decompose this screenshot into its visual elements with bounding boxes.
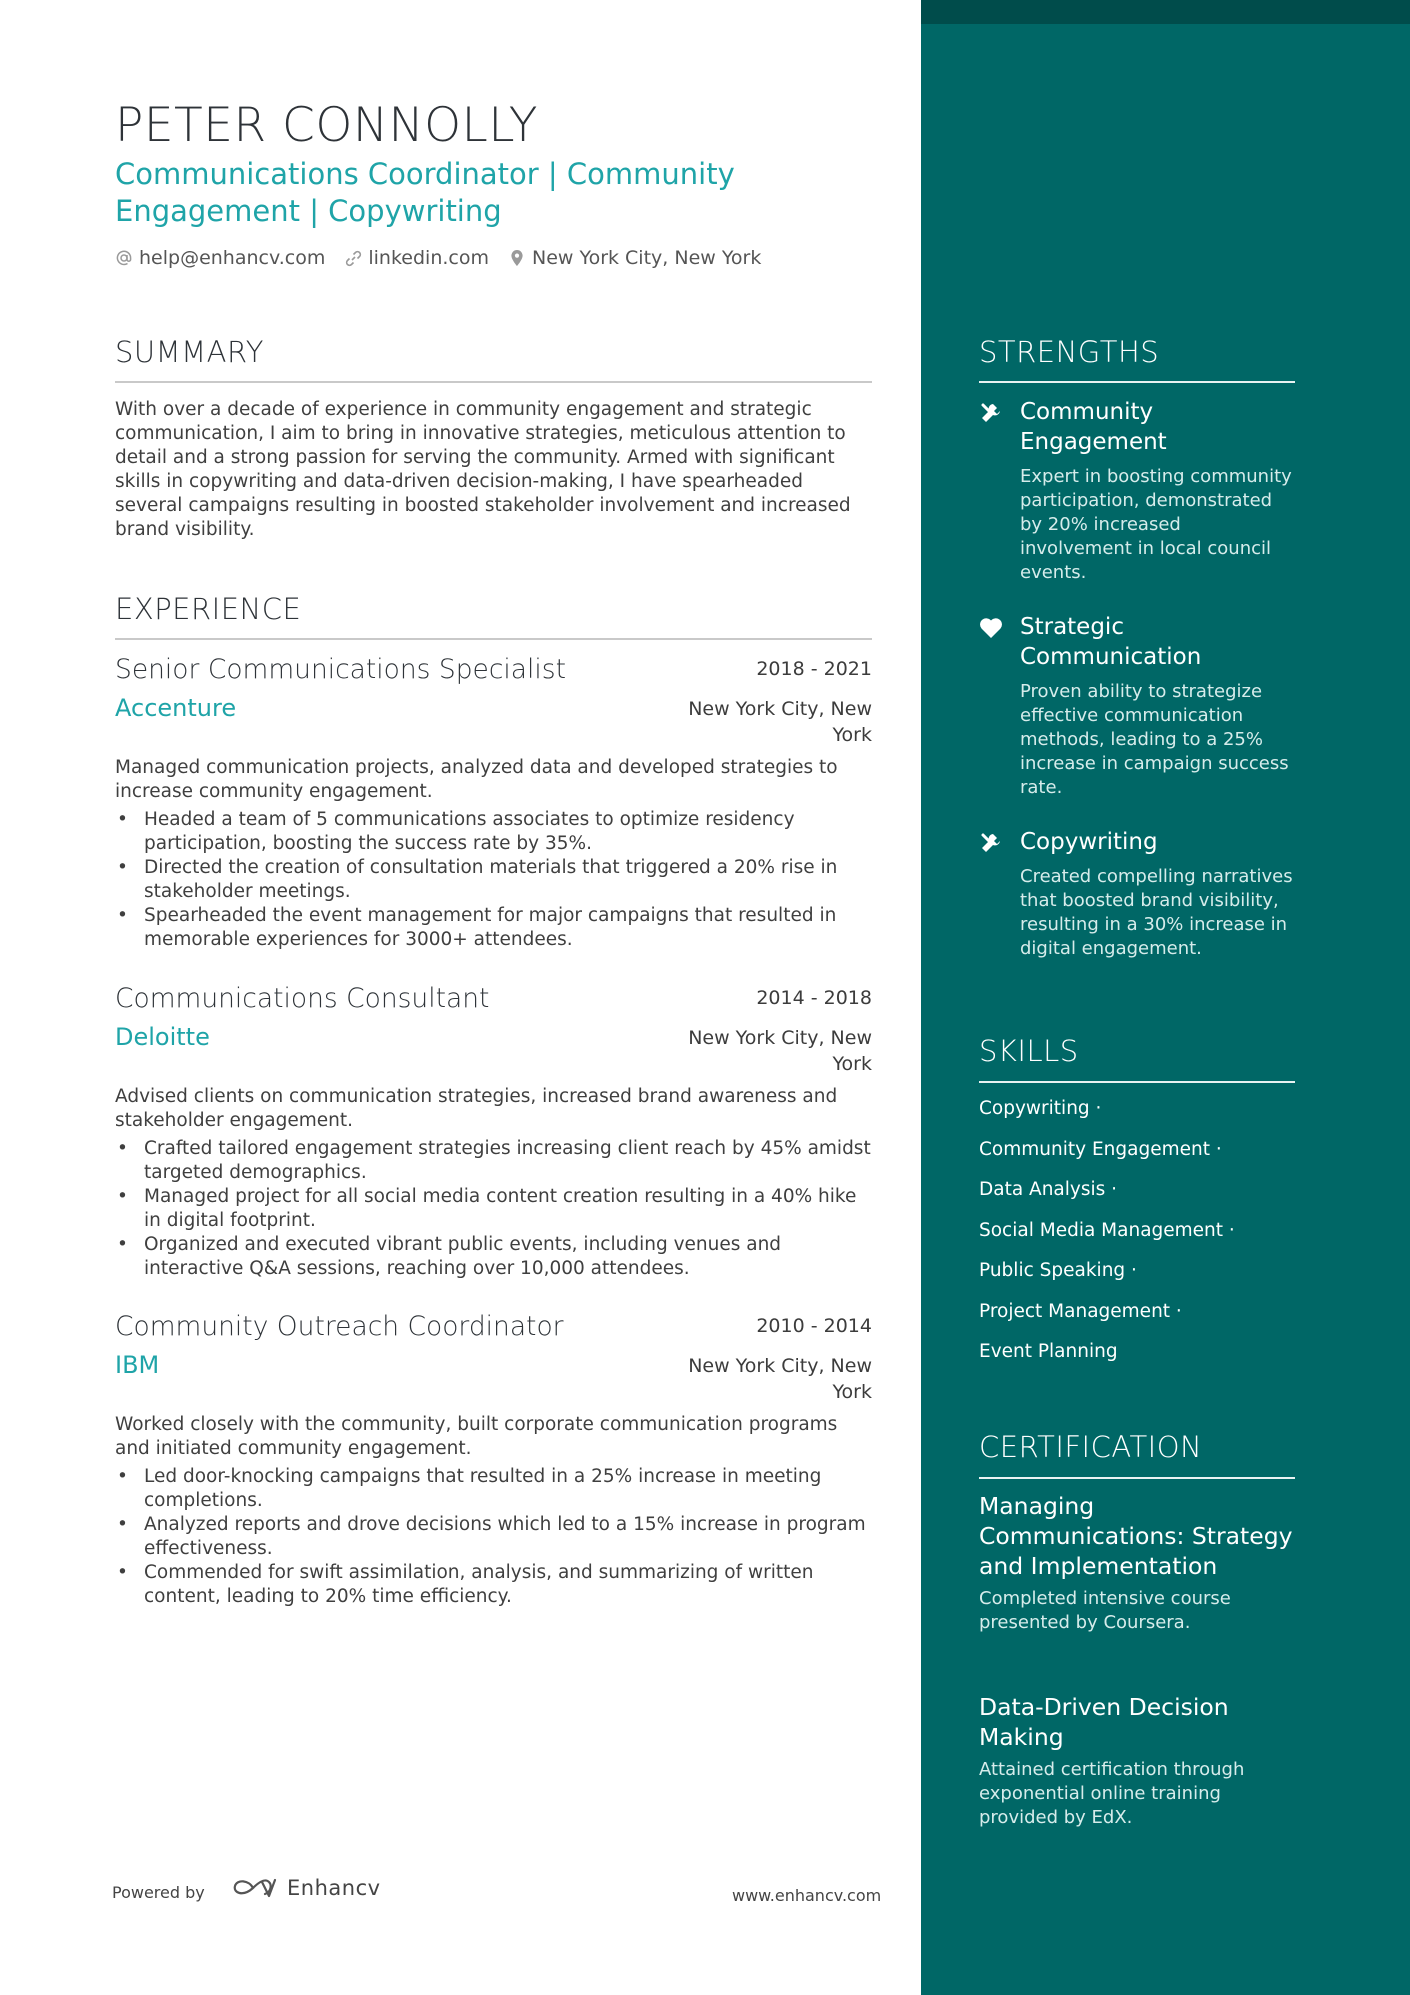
strength-description: Expert in boosting community participation, demonstrated by 20% increased involvement in local council events. <box>1020 466 1292 583</box>
job-bullet: • Directed the creation of consultation materials that triggered a 20% rise in stakeholder meetings. <box>115 856 872 904</box>
strength-item <box>979 612 1295 800</box>
enhancv-logo[interactable] <box>231 1876 381 1900</box>
strength-description: Created compelling narratives that boosted brand visibility, resulting in a 30% increase in digital engagement. <box>1020 866 1293 959</box>
skill-item: Public Speaking · <box>979 1260 1137 1281</box>
certification-heading: CERTIFICATION <box>979 1430 1203 1464</box>
strength-description: Proven ability to strategize effective communication methods, leading to a 25% increase in campaign success rate. <box>1020 681 1289 798</box>
skill-item: Project Management · <box>979 1301 1182 1322</box>
strength-name: Strategic Communication <box>1020 614 1202 670</box>
experience-entry <box>115 1311 872 1609</box>
job-bullet: • Crafted tailored engagement strategies increasing client reach by 45% amidst targeted demographics. <box>115 1137 872 1185</box>
skill-item: Data Analysis · <box>979 1179 1118 1200</box>
certification-item <box>979 1692 1295 1830</box>
strengths-heading: STRENGTHS <box>979 335 1160 369</box>
skill-item: Event Planning <box>979 1341 1118 1362</box>
job-bullet: • Commended for swift assimilation, analysis, and summarizing of written content, leading to 20% time efficiency. <box>115 1561 872 1609</box>
contact-email[interactable] <box>115 247 325 269</box>
contact-row <box>115 247 780 269</box>
job-bullet-list <box>115 1137 872 1281</box>
candidate-headline: Communications Coordinator | Community Engagement | Copywriting <box>115 157 735 228</box>
skills-divider <box>979 1081 1295 1083</box>
job-bullet: • Headed a team of 5 communications associates to optimize residency participation, boosting the success rate by 35%. <box>115 808 872 856</box>
job-company: IBM <box>115 1351 160 1379</box>
strength-item <box>979 827 1295 961</box>
certification-name: Data-Driven Decision Making <box>979 1693 1229 1751</box>
experience-entry <box>115 983 872 1281</box>
job-dates: 2010 - 2014 <box>756 1315 872 1337</box>
skill-item: Community Engagement · <box>979 1139 1222 1160</box>
job-location: New York City, New York <box>688 1027 872 1075</box>
certification-name: Managing Communications: Strategy and Implementation <box>979 1492 1293 1580</box>
at-sign-icon <box>115 249 133 267</box>
strengths-divider <box>979 381 1295 383</box>
job-bullet-list <box>115 808 872 952</box>
powered-by-label: Powered by <box>112 1883 205 1902</box>
job-location: New York City, New York <box>688 1355 872 1403</box>
job-bullet: • Spearheaded the event management for major campaigns that resulted in memorable experiences for 3000+ attendees. <box>115 904 872 952</box>
contact-location <box>508 247 761 269</box>
experience-divider <box>115 638 872 640</box>
contact-email-text: help@enhancv.com <box>139 247 326 269</box>
summary-divider <box>115 381 872 383</box>
job-description: Worked closely with the community, built corporate communication programs and initiated community engagement. <box>115 1414 838 1459</box>
sidebar-top-bar <box>921 0 1410 24</box>
job-bullet: • Managed project for all social media content creation resulting in a 40% hike in digital footprint. <box>115 1185 872 1233</box>
contact-location-text: New York City, New York <box>532 247 762 269</box>
enhancv-logo-icon <box>231 1876 277 1900</box>
job-company: Accenture <box>115 694 237 722</box>
experience-entry <box>115 654 872 952</box>
job-bullet: • Organized and executed vibrant public events, including venues and interactive Q&A sessions, reaching over 10,000 attendees. <box>115 1233 872 1281</box>
certification-item <box>979 1491 1295 1635</box>
location-pin-icon <box>508 249 526 267</box>
job-title: Community Outreach Coordinator <box>115 1311 564 1342</box>
job-bullet: • Led door-knocking campaigns that resulted in a 25% increase in meeting completions. <box>115 1465 872 1513</box>
job-dates: 2018 - 2021 <box>756 658 872 680</box>
certification-description: Completed intensive course presented by Coursera. <box>979 1588 1231 1633</box>
job-bullet-list <box>115 1465 872 1609</box>
skill-item: Social Media Management · <box>979 1220 1235 1241</box>
summary-heading: SUMMARY <box>115 335 265 369</box>
enhancv-brand: Enhancv <box>287 1876 381 1900</box>
job-dates: 2014 - 2018 <box>756 987 872 1009</box>
job-description: Advised clients on communication strategies, increased brand awareness and stakeholder engagement. <box>115 1086 838 1131</box>
job-description: Managed communication projects, analyzed data and developed strategies to increase community engagement. <box>115 757 838 802</box>
strength-name: Copywriting <box>1020 829 1158 855</box>
certification-divider <box>979 1477 1295 1479</box>
contact-linkedin-text: linkedin.com <box>368 247 489 269</box>
skills-heading: SKILLS <box>979 1034 1079 1068</box>
job-title: Communications Consultant <box>115 983 490 1014</box>
job-location: New York City, New York <box>688 698 872 746</box>
link-icon <box>344 249 362 267</box>
strength-name: Community Engagement <box>1020 399 1167 455</box>
tools-icon <box>979 401 1003 425</box>
job-company: Deloitte <box>115 1023 210 1051</box>
candidate-name: PETER CONNOLLY <box>115 98 539 153</box>
strength-item <box>979 397 1295 585</box>
certification-description: Attained certification through exponential online training provided by EdX. <box>979 1759 1245 1828</box>
tools-icon <box>979 831 1003 855</box>
skill-item: Copywriting · <box>979 1098 1102 1119</box>
footer-url[interactable]: www.enhancv.com <box>732 1886 882 1905</box>
job-bullet: • Analyzed reports and drove decisions which led to a 15% increase in program effectiveness. <box>115 1513 872 1561</box>
heart-icon <box>979 616 1003 640</box>
job-title: Senior Communications Specialist <box>115 654 566 685</box>
summary-text: With over a decade of experience in community engagement and strategic communication, I aim to bring in innovative strategies, meticulous attention to detail and a strong passion for serving the community. Armed with significant skills in copywriting and data-driven decision-making, I have spearheaded several campaigns resulting in boosted stakeholder involvement and increased brand visibility. <box>115 399 851 540</box>
contact-linkedin[interactable] <box>344 247 489 269</box>
experience-heading: EXPERIENCE <box>115 592 302 626</box>
